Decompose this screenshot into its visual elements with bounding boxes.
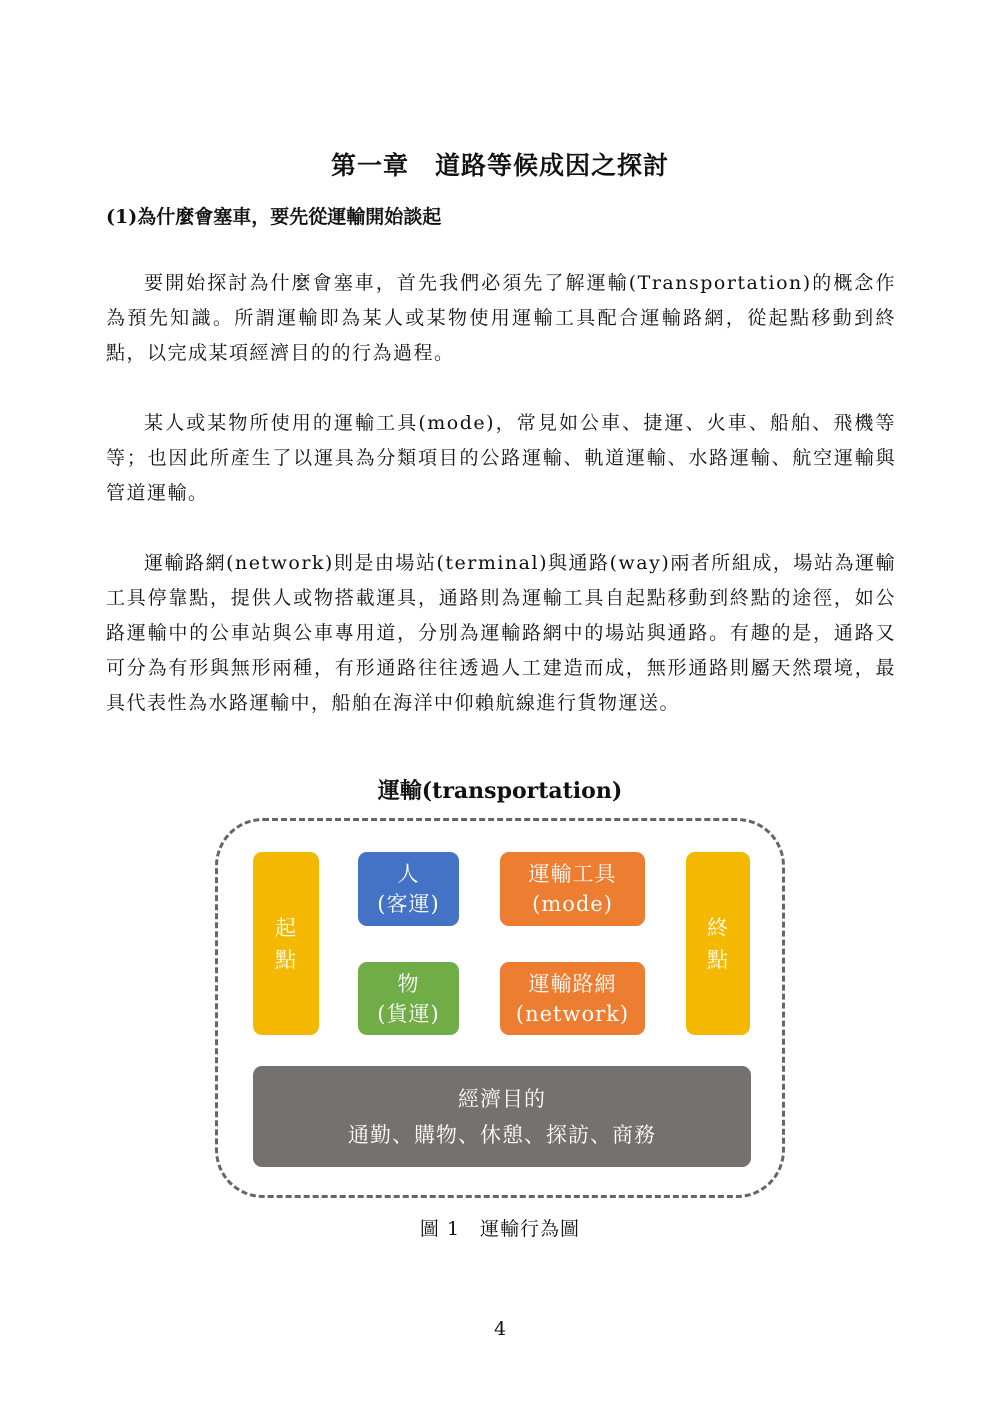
person-sublabel: (客運) bbox=[377, 892, 440, 916]
transport-mode-box bbox=[500, 852, 645, 926]
paragraph-transport-network: 運輸路網(network)則是由場站(terminal)與通路(way)兩者所組成，場站為運輸工具停靠點，提供人或物搭載運具，通路則為運輸工具自起點移動到終點的途徑，如公路運輸中的公車站與公車專用道，分別為運輸路網中的場站與通路。有趣的是，通路又可分為有形與無形兩種，有形通路往往透過人工建造而成，無形通路則屬天然環境，最具代表性為水路運輸中，船舶在海洋中仰賴航線進行貨物運送。 bbox=[106, 552, 896, 714]
transport-network-sublabel: (network) bbox=[515, 1001, 630, 1026]
destination-box bbox=[686, 852, 750, 1035]
economic-purpose-box bbox=[253, 1066, 751, 1167]
person-label: 人 bbox=[397, 862, 420, 886]
person-box bbox=[358, 852, 459, 926]
figure-title: 運輸(transportation) bbox=[377, 778, 623, 804]
goods-sublabel: (貨運) bbox=[377, 1001, 440, 1026]
economic-purpose-examples: 通勤、購物、休憩、探訪、商務 bbox=[348, 1122, 656, 1147]
destination-label-line2: 點 bbox=[707, 947, 729, 972]
paragraph-transportation-definition: 要開始探討為什麼會塞車，首先我們必須先了解運輸(Transportation)的概念作為預先知識。所謂運輸即為某人或某物使用運輸工具配合運輸路網，從起點移動到終點，以完成某項經濟目的的行為過程。 bbox=[106, 272, 896, 364]
economic-purpose-label: 經濟目的 bbox=[458, 1086, 546, 1111]
destination-label-line1: 終 bbox=[707, 915, 729, 940]
origin-box bbox=[253, 852, 319, 1035]
transport-mode-label: 運輸工具 bbox=[528, 862, 617, 886]
section-heading: (1)為什麼會塞車，要先從運輸開始談起 bbox=[106, 206, 442, 228]
origin-label-line2: 點 bbox=[275, 947, 297, 972]
goods-box bbox=[358, 962, 459, 1035]
transport-mode-sublabel: (mode) bbox=[532, 892, 613, 916]
page-number: 4 bbox=[493, 1318, 507, 1340]
transport-network-box bbox=[500, 962, 645, 1035]
chapter-title: 第一章 道路等候成因之探討 bbox=[330, 151, 669, 180]
figure-caption: 圖 1 運輸行為圖 bbox=[419, 1218, 581, 1240]
transport-network-label: 運輸路網 bbox=[528, 971, 617, 996]
goods-label: 物 bbox=[397, 971, 420, 996]
origin-label-line1: 起 bbox=[275, 915, 297, 940]
paragraph-transport-mode: 某人或某物所使用的運輸工具(mode)，常見如公車、捷運、火車、船舶、飛機等等；也因此所產生了以運具為分類項目的公路運輸、軌道運輸、水路運輸、航空運輸與管道運輸。 bbox=[106, 412, 896, 504]
